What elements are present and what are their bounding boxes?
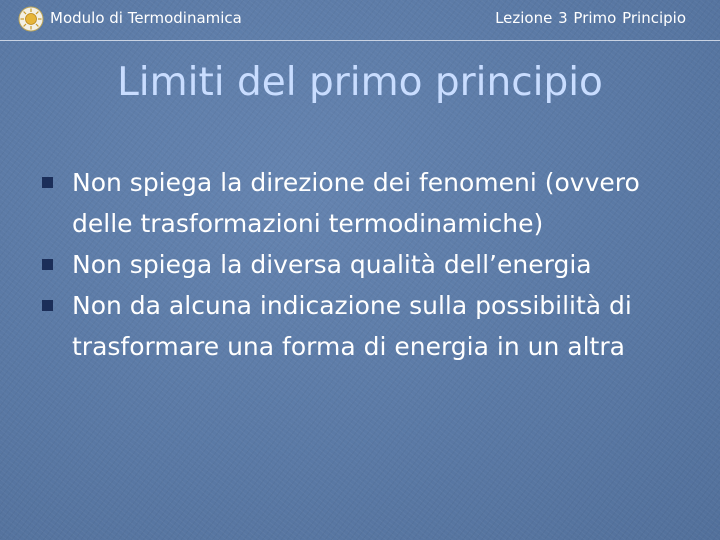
bullet-item <box>40 162 690 244</box>
bullet-item <box>40 285 690 367</box>
bullet-text: Non da alcuna indicazione sulla possibilità di trasformare una forma di energia in un altra <box>72 291 632 361</box>
lesson-name: Lezione 3 Primo Principio <box>495 9 686 27</box>
slide-title: Limiti del primo principio <box>117 60 603 105</box>
slide-header <box>0 0 720 38</box>
bullet-text: Non spiega la direzione dei fenomeni (ovvero delle trasformazioni termodinamiche) <box>72 168 640 238</box>
square-bullet-icon <box>42 259 53 270</box>
bullet-list <box>40 162 690 367</box>
square-bullet-icon <box>42 300 53 311</box>
sun-seal-icon <box>18 6 44 32</box>
bullet-item <box>40 244 690 285</box>
header-divider <box>0 40 720 41</box>
square-bullet-icon <box>42 177 53 188</box>
course-name: Modulo di Termodinamica <box>50 9 242 27</box>
bullet-text: Non spiega la diversa qualità dell’energia <box>72 250 592 279</box>
